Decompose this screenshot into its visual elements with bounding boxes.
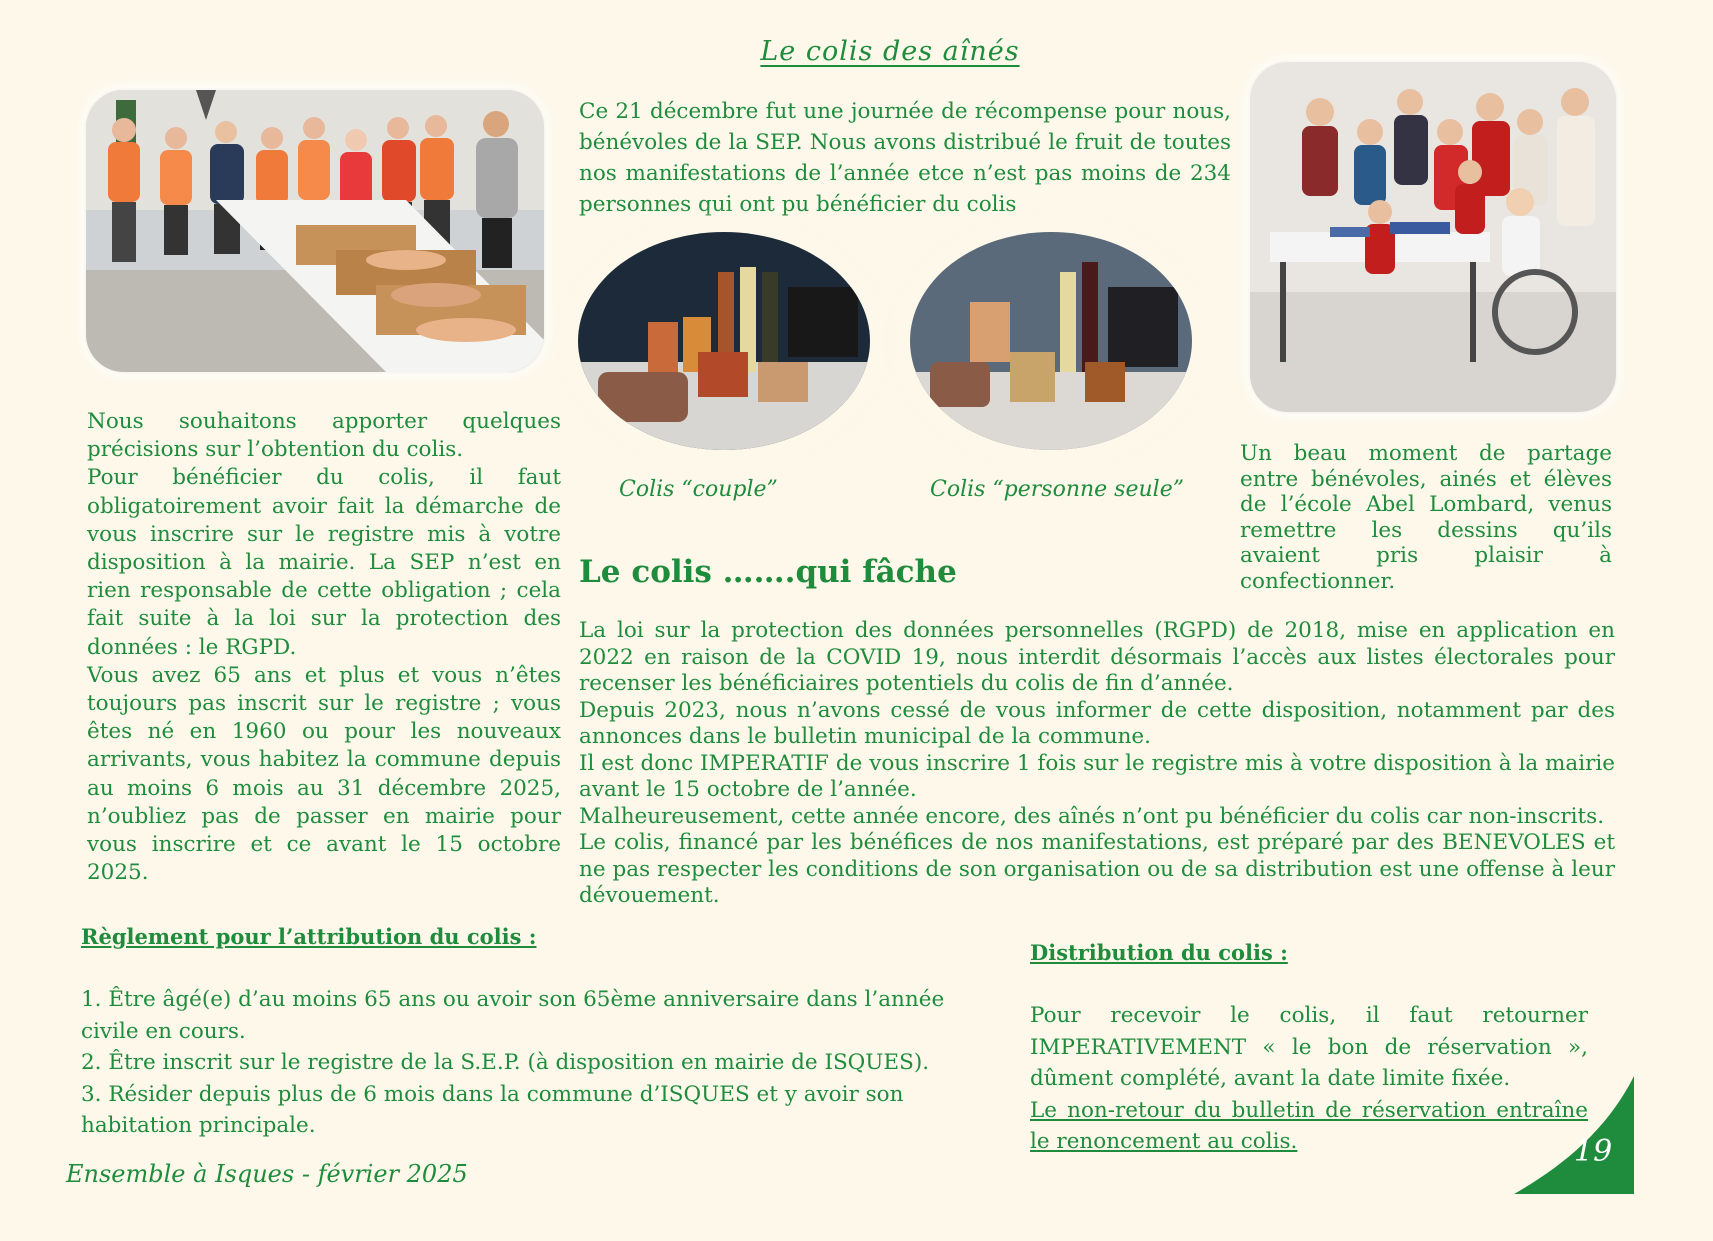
left-text-block bbox=[87, 408, 561, 887]
group-photo bbox=[86, 90, 544, 372]
distribution-body bbox=[1030, 1000, 1588, 1158]
distribution-heading: Distribution du colis : bbox=[1030, 940, 1288, 965]
angry-section-body bbox=[579, 618, 1615, 910]
rules-heading: Règlement pour l’attribution du colis : bbox=[81, 924, 537, 949]
footer-text: Ensemble à Isques - février 2025 bbox=[66, 1160, 468, 1188]
angry-paragraph-4: Malheureusement, cette année encore, des aînés n’ont pu bénéficier du colis car non-inscrits. bbox=[579, 803, 1605, 829]
children-photo bbox=[1250, 62, 1616, 412]
distribution-paragraph-2: Le non-retour du bulletin de réservation entraîne le renoncement au colis. bbox=[1030, 1097, 1588, 1154]
left-paragraph-1: Nous souhaitons apporter quelques précisions sur l’obtention du colis. bbox=[87, 409, 561, 463]
rule-item: 3. Résider depuis plus de 6 mois dans la commune d’ISQUES et y avoir son habitation principale. bbox=[81, 1081, 904, 1138]
rule-item: 1. Être âgé(e) d’au moins 65 ans ou avoir son 65ème anniversaire dans l’année civile en cours. bbox=[81, 987, 945, 1044]
angry-paragraph-1: La loi sur la protection des données personnelles (RGPD) de 2018, mise en application en 2022 en raison de la COVID 19, nous interdit désormais l’accès aux listes électorales pour recenser les bénéficiaires potentiels du colis de fin d’année. bbox=[579, 618, 1615, 696]
rules-list bbox=[81, 984, 997, 1142]
angry-paragraph-3: Il est donc IMPERATIF de vous inscrire 1 fois sur le registre mis à votre disposition à la mairie avant le 15 octobre de l’année. bbox=[579, 750, 1615, 802]
distribution-paragraph-1: Pour recevoir le colis, il faut retourner IMPERATIVEMENT « le bon de réservation », dûment complété, avant la date limite fixée. bbox=[1030, 1003, 1588, 1091]
angry-section-heading: Le colis …….qui fâche bbox=[579, 554, 957, 590]
left-paragraph-3: Vous avez 65 ans et plus et vous n’êtes toujours pas inscrit sur le registre ; vous êtes né en 1960 ou pour les nouveaux arrivants, vous habitez la commune depuis au moins 6 mois au 31 décembre 2025, n’oubliez pas de passer en mairie pour vous inscrire et ce avant le 15 octobre 2025. bbox=[87, 662, 561, 886]
parcel-single-photo bbox=[910, 232, 1192, 450]
page-number: 19 bbox=[1574, 1134, 1613, 1169]
angry-paragraph-2: Depuis 2023, nous n’avons cessé de vous informer de cette disposition, notamment par des annonces dans le bulletin municipal de la commune. bbox=[579, 697, 1615, 749]
rule-item: 2. Être inscrit sur le registre de la S.E.P. (à disposition en mairie de ISQUES). bbox=[81, 1050, 930, 1075]
intro-text: Ce 21 décembre fut une journée de récompense pour nous, bénévoles de la SEP. Nous avons distribué le fruit de toutes nos manifestations de l’année etce n’est pas moins de 234 personnes qui ont pu bénéficier du colis bbox=[579, 99, 1231, 217]
angry-paragraph-5: Le colis, financé par les bénéfices de nos manifestations, est préparé par des BENEVOLES et ne pas respecter les conditions de son organisation ou de sa distribution est une offense à leur dévouement. bbox=[579, 830, 1615, 908]
caption-single: Colis “personne seule” bbox=[930, 477, 1184, 502]
caption-children: Un beau moment de partage entre bénévoles, ainés et élèves de l’école Abel Lombard, venus remettre les dessins qu’ils avaient pris plaisir à confectionner. bbox=[1240, 441, 1612, 594]
left-paragraph-2: Pour bénéficier du colis, il faut obligatoirement avoir fait la démarche de vous inscrire sur le registre mis à votre disposition à la mairie. La SEP n’est en rien responsable de cette obligation ; cela fait suite à la loi sur la protection des données : le RGPD. bbox=[87, 465, 561, 660]
caption-couple: Colis “couple” bbox=[619, 477, 778, 502]
page-title: Le colis des aînés bbox=[760, 36, 1020, 67]
parcel-couple-photo bbox=[578, 232, 870, 450]
